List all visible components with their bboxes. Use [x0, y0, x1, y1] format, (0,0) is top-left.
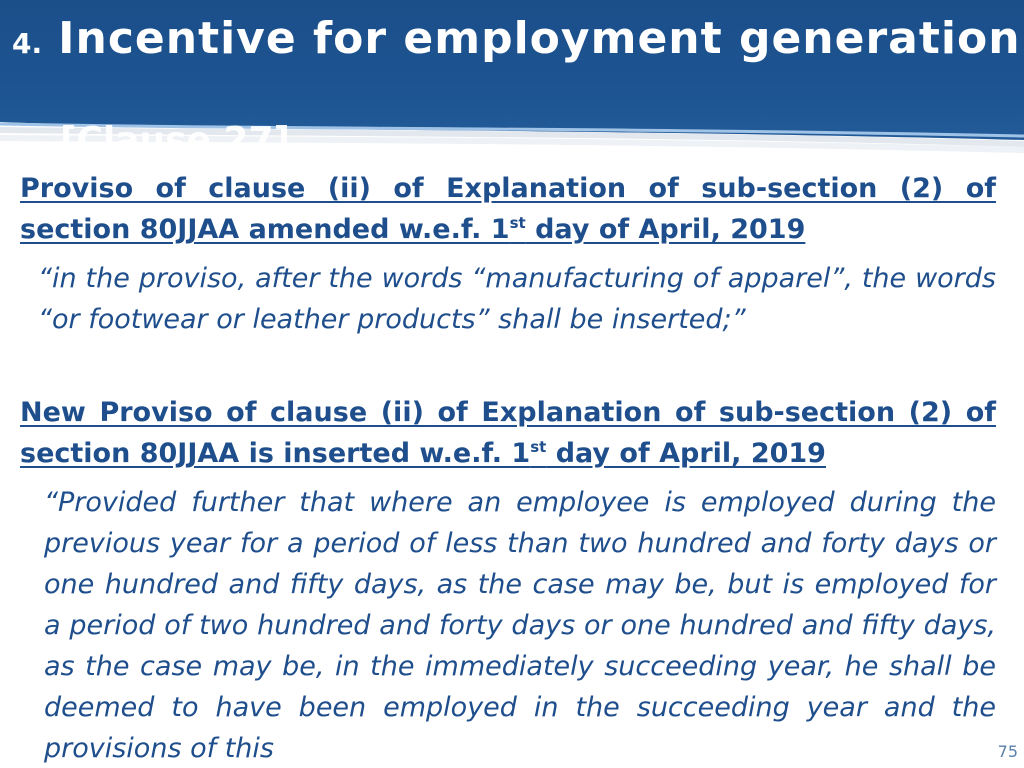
section2-heading-pre: New Proviso of clause (ii) of Explanation of sub-section (2) of section 80JJAA is inserted w.e.f. 1 — [20, 397, 996, 469]
section2-heading — [20, 392, 996, 474]
page-number: 75 — [997, 742, 1018, 761]
section2-heading-post: day of April, 2019 — [546, 438, 826, 469]
title-number: 4. — [12, 27, 43, 60]
section1-heading-text — [20, 173, 996, 245]
section2-heading-text — [20, 397, 996, 469]
section1-heading — [20, 168, 996, 250]
section1-heading-pre: Proviso of clause (ii) of Explanation of sub-section (2) of section 80JJAA amended w.e.f. 1 — [20, 173, 996, 245]
section1-heading-post: day of April, 2019 — [525, 214, 806, 245]
section2-quote: “Provided further that where an employee is employed during the previous year for a period of less than two hundred and forty days or one hundred and fifty days, as the case may be, but is employed for a period of two hundred and forty days or one hundred and fifty days, as the case may be, in the immediately succeeding year, he shall be deemed to have been employed in the succeeding year and the provisions of this — [44, 487, 996, 764]
title-text: Incentive for employment generation — [58, 13, 1021, 64]
section2-heading-sup: st — [530, 438, 547, 456]
section1-heading-sup: st — [509, 214, 526, 232]
section1-quote: “in the proviso, after the words “manufacturing of apparel”, the words “or footwear or leather products” shall be inserted;” — [38, 263, 996, 335]
title-clause: [Clause 27] — [60, 120, 291, 161]
